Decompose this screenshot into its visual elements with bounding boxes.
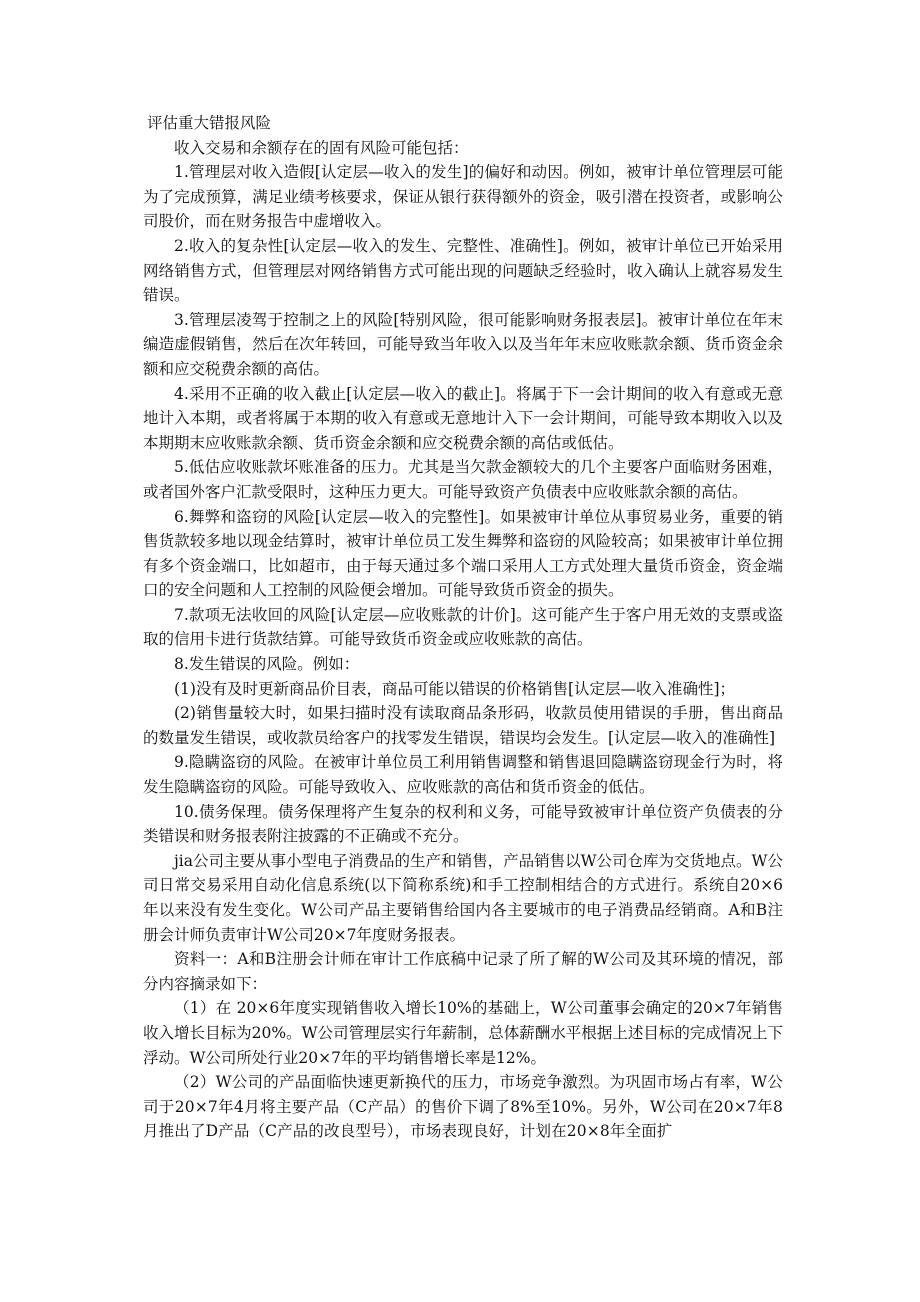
paragraph: 6.舞弊和盗窃的风险[认定层—收入的完整性]。如果被审计单位从事贸易业务，重要的销售货款较多地以现金结算时，被审计单位员工发生舞弊和盗窃的风险较高；如果被审计单位拥有多个资金端口，比如超市，由于每天通过多个端口采用人工方式处理大量货币资金，资金端口的安全问题和人工控制的风险便会增加。可能导致货币资金的损失。 [143, 507, 783, 600]
paragraph: （1）在 20×6年度实现销售收入增长10%的基础上，W公司董事会确定的20×7年销售收入增长目标为20%。W公司管理层实行年薪制，总体薪酬水平根据上述目标的完成情况上下浮动。W公司所处行业20×7年的平均销售增长率是12%。 [143, 999, 783, 1067]
section-title: 评估重大错报风险 [147, 114, 272, 132]
paragraph: 4.采用不正确的收入截止[认定层—收入的截止]。将属于下一会计期间的收入有意或无意地计入本期，或者将属于本期的收入有意或无意地计入下一会计期间，可能导致本期收入以及本期期末应收账款余额、货币资金余额和应交税费余额的高估或低估。 [143, 384, 783, 452]
paragraph: 资料一：A和B注册会计师在审计工作底稿中记录了所了解的W公司及其环境的情况，部分内容摘录如下： [143, 950, 783, 993]
paragraph: (1)没有及时更新商品价目表，商品可能以错误的价格销售[认定层—收入准确性]； [174, 679, 736, 698]
paragraph: (2)销售量较大时，如果扫描时没有读取商品条形码，收款员使用错误的手册，售出商品的数量发生错误，或收款员给客户的找零发生错误，错误均会发生。[认定层—收入的准确性] [143, 704, 783, 747]
paragraph: 2.收入的复杂性[认定层—收入的发生、完整性、准确性]。例如，被审计单位已开始采用网络销售方式，但管理层对网络销售方式可能出现的问题缺乏经验时，收入确认上就容易发生错误。 [143, 236, 783, 305]
paragraph: （2）W公司的产品面临快速更新换代的压力，市场竞争激烈。为巩固市场占有率，W公司于20×7年4月将主要产品（C产品）的售价下调了8%至10%。另外，W公司在20×7年8月推出了D产品（C产品的改良型号），市场表现良好，计划在20×8年全面扩 [143, 1073, 783, 1141]
paragraph: 10.债务保理。债务保理将产生复杂的权利和义务，可能导致被审计单位资产负债表的分类错误和财务报表附注披露的不正确或不充分。 [143, 802, 783, 846]
paragraph: 5.低估应收账款坏账准备的压力。尤其是当欠款金额较大的几个主要客户面临财务困难，或者国外客户汇款受限时，这种压力更大。可能导致资产负债表中应收账款余额的高估。 [143, 458, 783, 501]
paragraph: 收入交易和余额存在的固有风险可能包括： [174, 138, 469, 157]
paragraph: jia公司主要从事小型电子消费品的生产和销售，产品销售以W公司仓库为交货地点。W公司日常交易采用自动化信息系统(以下简称系统)和手工控制相结合的方式进行。系统自20×6年以来没有发生变化。W公司产品主要销售给国内各主要城市的电子消费品经销商。A和B注册会计师负责审计W公司20×7年度财务报表。 [143, 851, 783, 944]
paragraph: 9.隐瞒盗窃的风险。在被审计单位员工利用销售调整和销售退回隐瞒盗窃现金行为时，将发生隐瞒盗窃的风险。可能导致收入、应收账款的高估和货币资金的低估。 [143, 753, 783, 797]
paragraph: 1.管理层对收入造假[认定层—收入的发生]的偏好和动因。例如，被审计单位管理层可能为了完成预算，满足业绩考核要求，保证从银行获得额外的资金，吸引潜在投资者，或影响公司股价，而在财务报告中虚增收入。 [143, 163, 783, 231]
paragraph: 7.款项无法收回的风险[认定层—应收账款的计价]。这可能产生于客户用无效的支票或盗取的信用卡进行货款结算。可能导致货币资金或应收账款的高估。 [143, 605, 783, 649]
paragraph: 8.发生错误的风险。例如： [174, 655, 360, 674]
paragraph: 3.管理层凌驾于控制之上的风险[特别风险，很可能影响财务报表层]。被审计单位在年末编造虚假销售，然后在次年转回，可能导致当年收入以及当年年末应收账款余额、货币资金余额和应交税费余额的高估。 [143, 310, 783, 378]
document-body [143, 111, 783, 1144]
